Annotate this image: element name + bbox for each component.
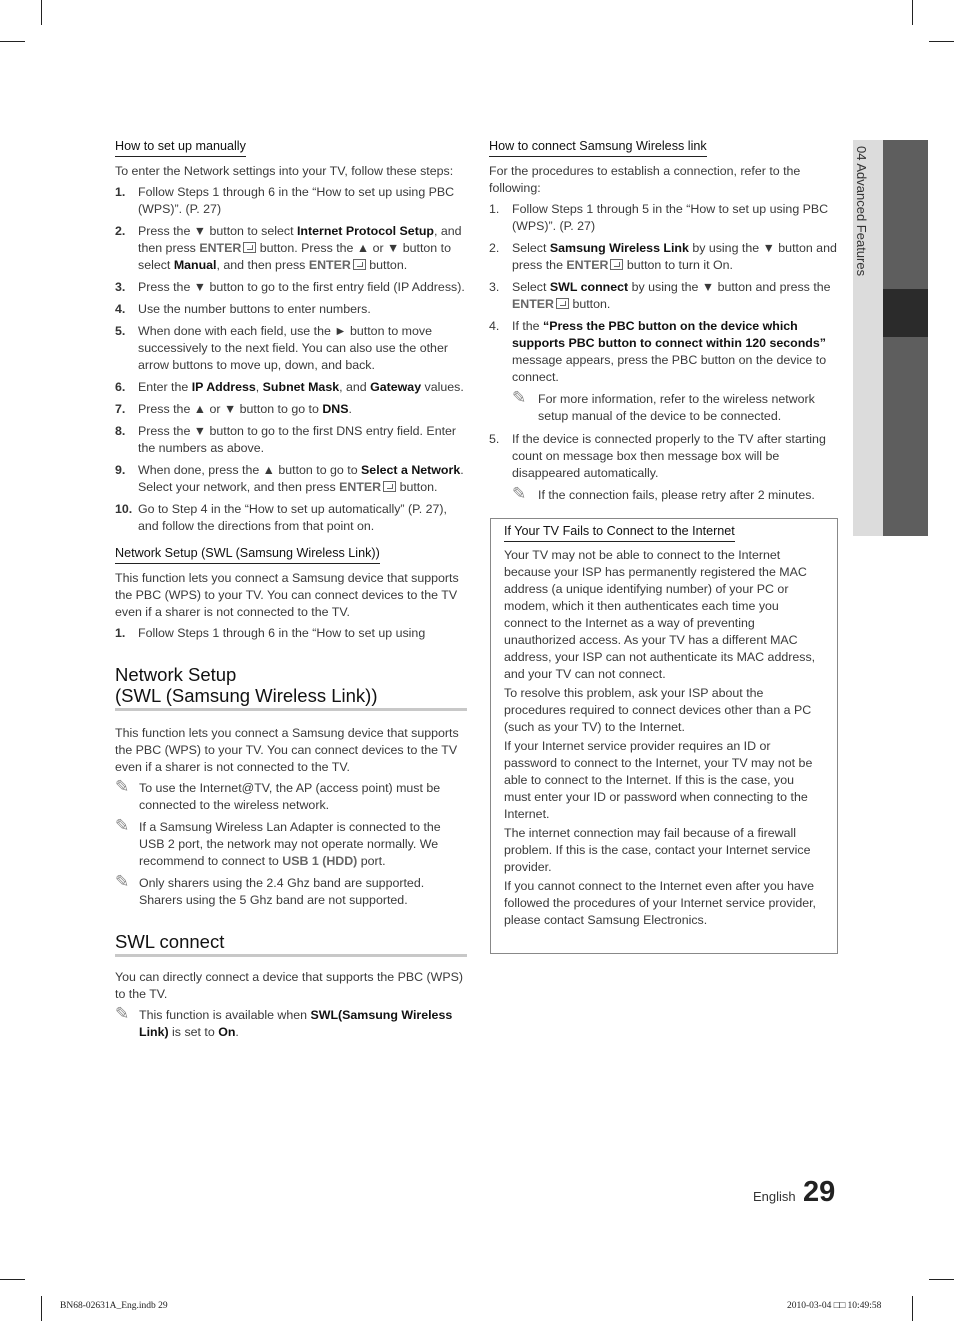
crop-mark: [41, 1296, 42, 1321]
list-item: [489, 240, 841, 274]
note: [512, 388, 841, 425]
pencil-icon: ✎: [115, 816, 130, 835]
step-keyword: Manual: [173, 258, 217, 272]
step-number: 5.: [489, 432, 500, 446]
list-item: [115, 184, 467, 218]
step-keyword: Select a Network: [361, 463, 461, 477]
chapter-tab-block: [883, 337, 928, 536]
info-box: [490, 518, 838, 954]
chapter-tab-label: 04 Advanced Features: [854, 146, 869, 277]
big-heading: SWL connect: [115, 931, 467, 957]
crop-mark: [0, 1279, 25, 1280]
note: [115, 872, 467, 909]
box-body: [504, 547, 824, 929]
step-number: 1.: [489, 202, 500, 216]
note-keyword: SWL(Samsung Wireless Link): [139, 1008, 453, 1039]
step-number: 1.: [115, 185, 126, 199]
page-number: 29: [803, 1176, 836, 1208]
step-number: 6.: [115, 380, 126, 394]
list-item: [115, 279, 467, 296]
paragraph: For the procedures to establish a connection, refer to the following:: [489, 164, 801, 195]
step-keyword: IP Address: [191, 380, 256, 394]
step-text: , and then press: [216, 258, 309, 272]
step-text: Select: [512, 241, 550, 255]
crop-mark: [929, 41, 954, 42]
enter-key-label: ENTER: [566, 258, 609, 272]
step-number: 8.: [115, 424, 126, 438]
crop-mark: [0, 41, 25, 42]
box-heading: If Your TV Fails to Connect to the Internet: [504, 523, 735, 542]
step-number: 3.: [115, 280, 126, 294]
enter-icon: [556, 298, 569, 309]
list-item: [115, 323, 467, 374]
step-text: Follow Steps 1 through 5 in the “How to set up using PBC (WPS)”. (P. 27): [512, 202, 829, 233]
step-text: by using the ▼ button and press the: [628, 280, 831, 294]
big-heading-line: Network Setup: [115, 664, 237, 685]
step-text: Go to Step 4 in the “How to set up automatically” (P. 27), and follow the directions from that point on.: [138, 502, 448, 533]
page-language: English: [753, 1189, 796, 1204]
step-text: Use the number buttons to enter numbers.: [138, 302, 371, 316]
box-paragraph: The internet connection may fail because of a firewall problem. If this is the case, contact your Internet service provider.: [504, 826, 811, 874]
step-text: , and: [339, 380, 371, 394]
pencil-icon: ✎: [115, 1004, 130, 1023]
paragraph: This function lets you connect a Samsung device that supports the PBC (WPS) to your TV. You can connect devices to the TV even if a sharer is not connected to the TV.: [115, 726, 459, 774]
note-keyword: On: [218, 1025, 236, 1039]
step-keyword: Internet Protocol Setup: [296, 224, 434, 238]
enter-key-label: ENTER: [512, 297, 554, 311]
big-heading: [115, 664, 467, 711]
list-item: [115, 625, 467, 642]
enter-icon: [383, 481, 396, 492]
section-heading: How to connect Samsung Wireless link: [489, 138, 707, 157]
big-heading-line: (SWL (Samsung Wireless Link)): [115, 685, 378, 706]
footer-date: 2010-03-04 □□ 10:49:58: [787, 1301, 882, 1311]
pencil-icon: ✎: [115, 872, 130, 891]
list-item: [115, 223, 467, 274]
pencil-icon: ✎: [115, 777, 130, 796]
step-number: 4.: [115, 302, 126, 316]
list-item: [489, 318, 841, 386]
pencil-icon: ✎: [512, 484, 527, 503]
step-number: 2.: [489, 241, 500, 255]
right-column: [489, 138, 841, 510]
crop-mark: [41, 0, 42, 25]
step-number: 10.: [115, 502, 133, 516]
step-text: Select: [512, 280, 550, 294]
step-text: When done, press the ▲ button to go to: [138, 463, 362, 477]
enter-key-label: ENTER: [339, 480, 382, 494]
step-text: , and then press: [138, 224, 462, 255]
box-paragraph: If your Internet service provider requires an ID or password to connect to the Internet, your TV may not be able to connect to the Internet. If this is the case, you must enter your ID or password when connecting to the Internet.: [504, 739, 813, 821]
step-text: values.: [421, 380, 464, 394]
step-text: .: [348, 402, 352, 416]
step-text: Press the ▲ or ▼ button to go to: [138, 402, 323, 416]
pencil-icon: ✎: [512, 388, 527, 407]
box-paragraph: If you cannot connect to the Internet even after you have followed the procedures of your Internet service provider, please contact Samsung Electronics.: [504, 879, 816, 927]
manual-steps-list: [115, 184, 467, 535]
box-paragraph: Your TV may not be able to connect to the Internet because your ISP has permanently registered the MAC address (a unique identifying number) of your PC or modem, which it then authenticates each time you connect to the Internet as a way of preventing unauthorized access. As your TV has a different MAC address, your ISP can not authenticate its MAC address, and your TV can not connect.: [504, 548, 816, 681]
note-text: This function is available when: [139, 1008, 311, 1022]
box-paragraph: To resolve this problem, ask your ISP about the procedures required to connect devices other than a PC (such as your TV) to the Internet.: [504, 686, 812, 734]
note: [115, 777, 467, 814]
step-number: 1.: [115, 626, 126, 640]
step-text: button.: [396, 480, 438, 494]
step-text: by using the ▼ button and press the: [512, 241, 837, 272]
list-item: [489, 279, 841, 313]
step-text: Press the ▼ button to go to the first entry field (IP Address).: [138, 280, 465, 294]
list-item: [115, 462, 467, 496]
enter-icon: [610, 259, 623, 270]
step-number: 7.: [115, 402, 126, 416]
step-text: If the device is connected properly to the TV after starting count on message box then message box will be disappeared automatically.: [512, 432, 826, 480]
step-text: ,: [255, 380, 263, 394]
note-text: If the connection fails, please retry after 2 minutes.: [538, 488, 815, 502]
step-number: 5.: [115, 324, 126, 338]
list-item: [115, 301, 467, 318]
enter-icon: [243, 242, 256, 253]
step-text: Follow Steps 1 through 6 in the “How to set up using: [138, 626, 426, 640]
step-text: . Select your network, and then press: [138, 463, 464, 494]
note-text: Only sharers using the 2.4 Ghz band are supported. Sharers using the 5 Ghz band are not supported.: [139, 876, 425, 907]
left-column: [115, 138, 467, 1046]
step-number: 9.: [115, 463, 126, 477]
note-text: .: [235, 1025, 239, 1039]
step-number: 2.: [115, 224, 126, 238]
note-text: port.: [357, 854, 386, 868]
note-text: If a Samsung Wireless Lan Adapter is connected to the USB 2 port, the network may not operate normally. We recommend to connect to: [139, 820, 441, 868]
step-keyword: Subnet Mask: [262, 380, 340, 394]
chapter-tab-block: [883, 140, 928, 289]
step-text: Enter the: [138, 380, 192, 394]
swl-connect-steps-list: [489, 431, 841, 482]
step-text: If the: [512, 319, 543, 333]
list-item: [489, 431, 841, 482]
step-keyword: Samsung Wireless Link: [549, 241, 689, 255]
section-heading: Network Setup (SWL (Samsung Wireless Link)): [115, 545, 380, 564]
enter-key-label: ENTER: [199, 241, 242, 255]
step-text: Press the ▼ button to select: [138, 224, 297, 238]
step-keyword: SWL connect: [549, 280, 629, 294]
step-keyword: Gateway: [370, 380, 422, 394]
enter-icon: [353, 259, 366, 270]
step-text: Press the ▼ button to go to the first DNS entry field. Enter the numbers as above.: [138, 424, 457, 455]
note: [115, 1004, 467, 1041]
crop-mark: [912, 1296, 913, 1321]
chapter-tab-active-block: [883, 289, 928, 337]
list-item: [115, 423, 467, 457]
step-text: message appears, press the PBC button on the device to connect.: [512, 353, 827, 384]
note-text: For more information, refer to the wireless network setup manual of the device to be connected.: [538, 392, 815, 423]
note-text: is set to: [168, 1025, 219, 1039]
step-number: 3.: [489, 280, 500, 294]
swl-steps-list: [115, 625, 467, 642]
list-item: [115, 379, 467, 396]
enter-key-label: ENTER: [308, 258, 351, 272]
crop-mark: [912, 0, 913, 25]
section-heading: How to set up manually: [115, 138, 246, 157]
list-item: [115, 401, 467, 418]
step-keyword: “Press the PBC button on the device which supports PBC button to connect within 120 seconds”: [512, 319, 826, 350]
list-item: [489, 201, 841, 235]
step-text: button. Press the ▲ or ▼ button to select: [138, 241, 451, 272]
list-item: [115, 501, 467, 535]
paragraph: You can directly connect a device that supports the PBC (WPS) to the TV.: [115, 970, 464, 1001]
note-text: To use the Internet@TV, the AP (access point) must be connected to the wireless network.: [139, 781, 441, 812]
step-text: button.: [365, 258, 408, 272]
step-keyword: DNS: [322, 402, 349, 416]
step-text: Follow Steps 1 through 6 in the “How to set up using PBC (WPS)”. (P. 27): [138, 185, 455, 216]
paragraph: To enter the Network settings into your TV, follow these steps:: [115, 164, 454, 178]
paragraph: This function lets you connect a Samsung device that supports the PBC (WPS) to your TV. You can connect devices to the TV even if a sharer is not connected to the TV.: [115, 571, 459, 619]
step-text: button to turn it On.: [623, 258, 733, 272]
step-text: When done with each field, use the ► button to move successively to the next field. You can also use the other arrow buttons to move up, down, and back.: [138, 324, 448, 372]
note-keyword: USB 1 (HDD): [282, 854, 358, 868]
footer-file: BN68-02631A_Eng.indb 29: [60, 1301, 168, 1311]
note: [512, 484, 841, 504]
swl-connect-steps-list: [489, 201, 841, 386]
note: [115, 816, 467, 870]
step-text: button.: [569, 297, 611, 311]
step-number: 4.: [489, 319, 500, 333]
crop-mark: [929, 1279, 954, 1280]
